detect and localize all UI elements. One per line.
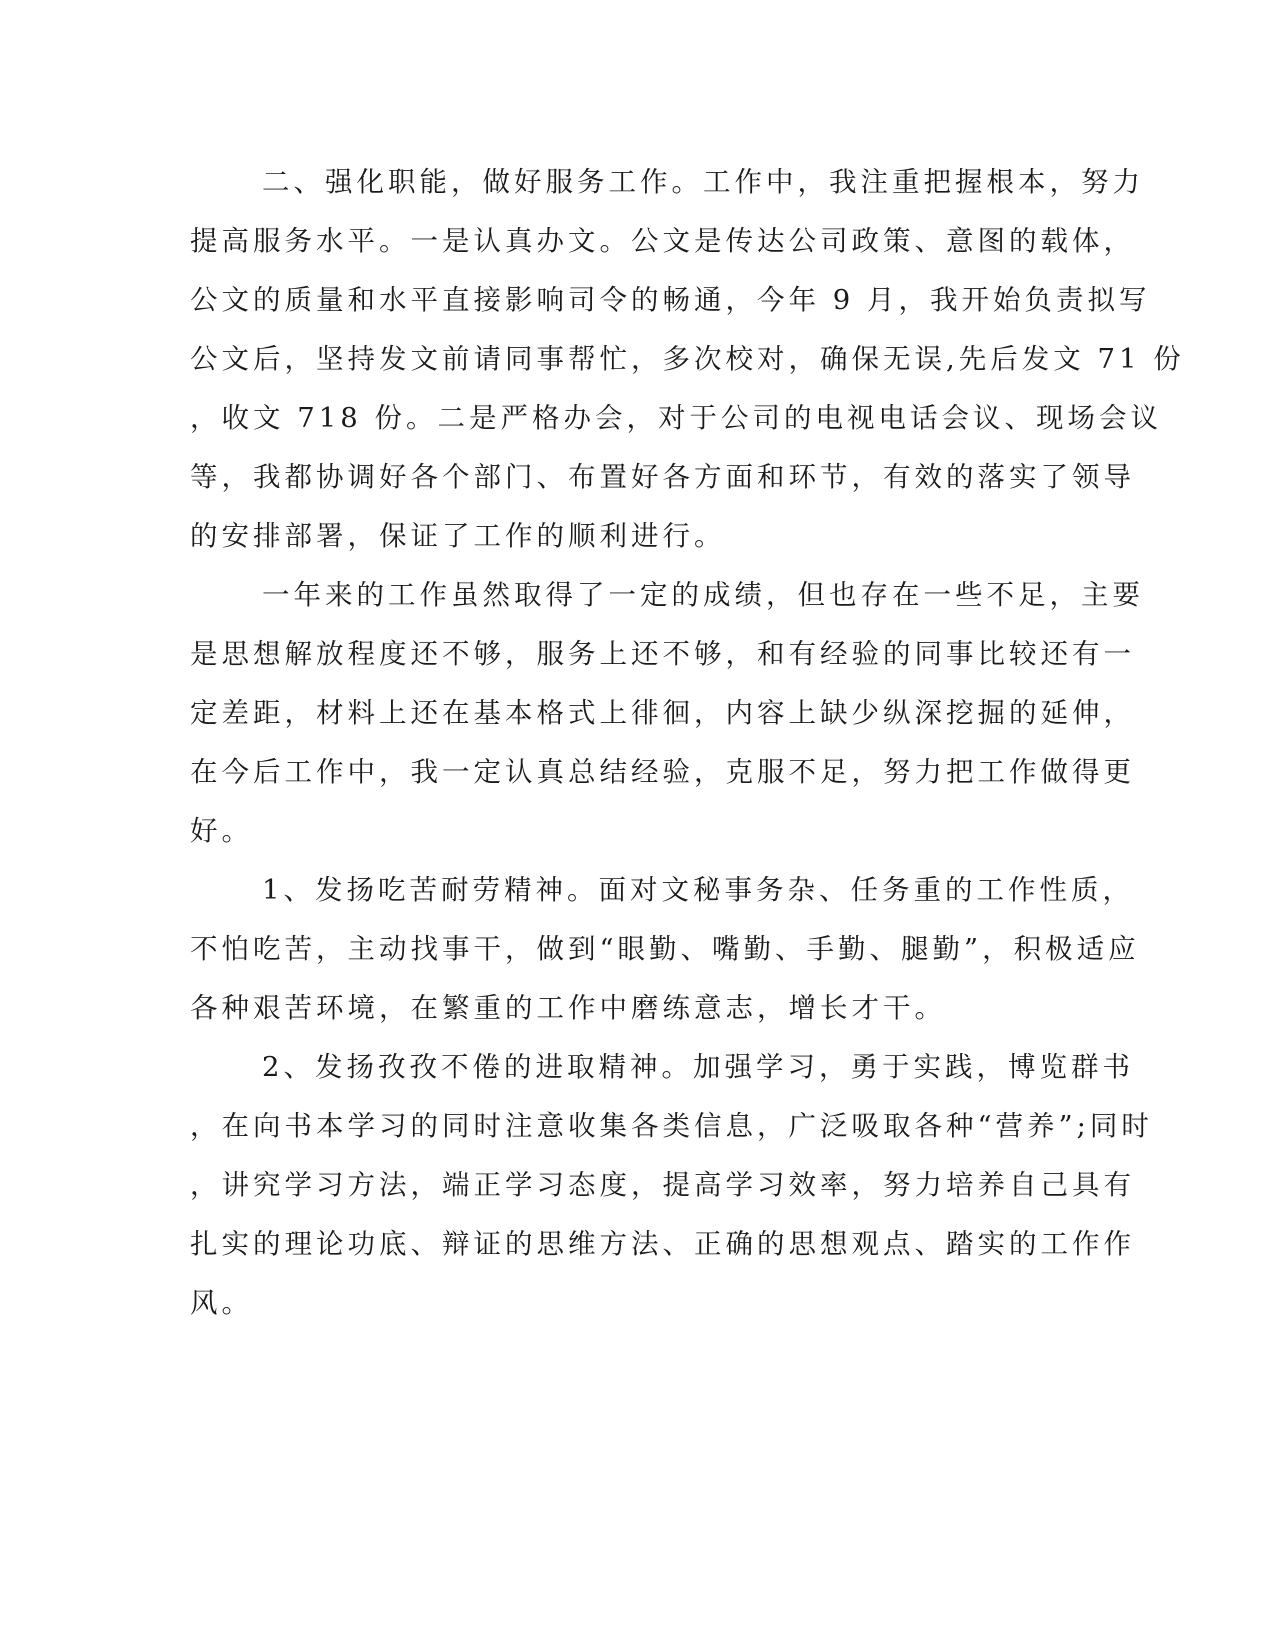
paragraph-line: 不怕吃苦，主动找事干，做到“眼勤、嘴勤、手勤、腿勤”，积极适应 [190, 933, 1140, 965]
paragraph-line: 定差距，材料上还在基本格式上徘徊，内容上缺少纵深挖掘的延伸， [190, 697, 1135, 729]
paragraph-line: 好。 [190, 815, 253, 847]
paragraph-line: 提高服务水平。一是认真办文。公文是传达公司政策、意图的载体， [190, 225, 1135, 257]
paragraph-line: 1、发扬吃苦耐劳精神。面对文秘事务杂、任务重的工作性质， [262, 874, 1134, 906]
paragraph-line: ，讲究学习方法，端正学习态度，提高学习效率，努力培养自己具有 [190, 1169, 1135, 1201]
paragraph-line: 公文后，坚持发文前请同事帮忙，多次校对，确保无误,先后发文 71 份 [190, 343, 1185, 375]
paragraph-line: 扎实的理论功底、辩证的思维方法、正确的思想观点、踏实的工作作 [190, 1228, 1135, 1260]
paragraph-line: 公文的质量和水平直接影响司令的畅通，今年 9 月，我开始负责拟写 [190, 284, 1151, 316]
paragraph-line: 的安排部署，保证了工作的顺利进行。 [190, 520, 726, 552]
paragraph-line: ，在向书本学习的同时注意收集各类信息，广泛吸取各种“营养”;同时 [190, 1110, 1153, 1142]
paragraph-line: 是思想解放程度还不够，服务上还不够，和有经验的同事比较还有一 [190, 638, 1135, 670]
paragraph-line: 2、发扬孜孜不倦的进取精神。加强学习，勇于实践，博览群书 [262, 1051, 1134, 1083]
paragraph-line: ，收文 718 份。二是严格办会，对于公司的电视电话会议、现场会议 [190, 402, 1162, 434]
paragraph-line: 一年来的工作虽然取得了一定的成绩，但也存在一些不足，主要 [262, 579, 1144, 611]
paragraph-line: 在今后工作中，我一定认真总结经验，克服不足，努力把工作做得更 [190, 756, 1135, 788]
paragraph-line: 二、强化职能，做好服务工作。工作中，我注重把握根本，努力 [262, 166, 1144, 198]
paragraph-line: 等，我都协调好各个部门、布置好各方面和环节，有效的落实了领导 [190, 461, 1135, 493]
paragraph-line: 风。 [190, 1287, 253, 1319]
paragraph-line: 各种艰苦环境，在繁重的工作中磨练意志，增长才干。 [190, 992, 946, 1024]
